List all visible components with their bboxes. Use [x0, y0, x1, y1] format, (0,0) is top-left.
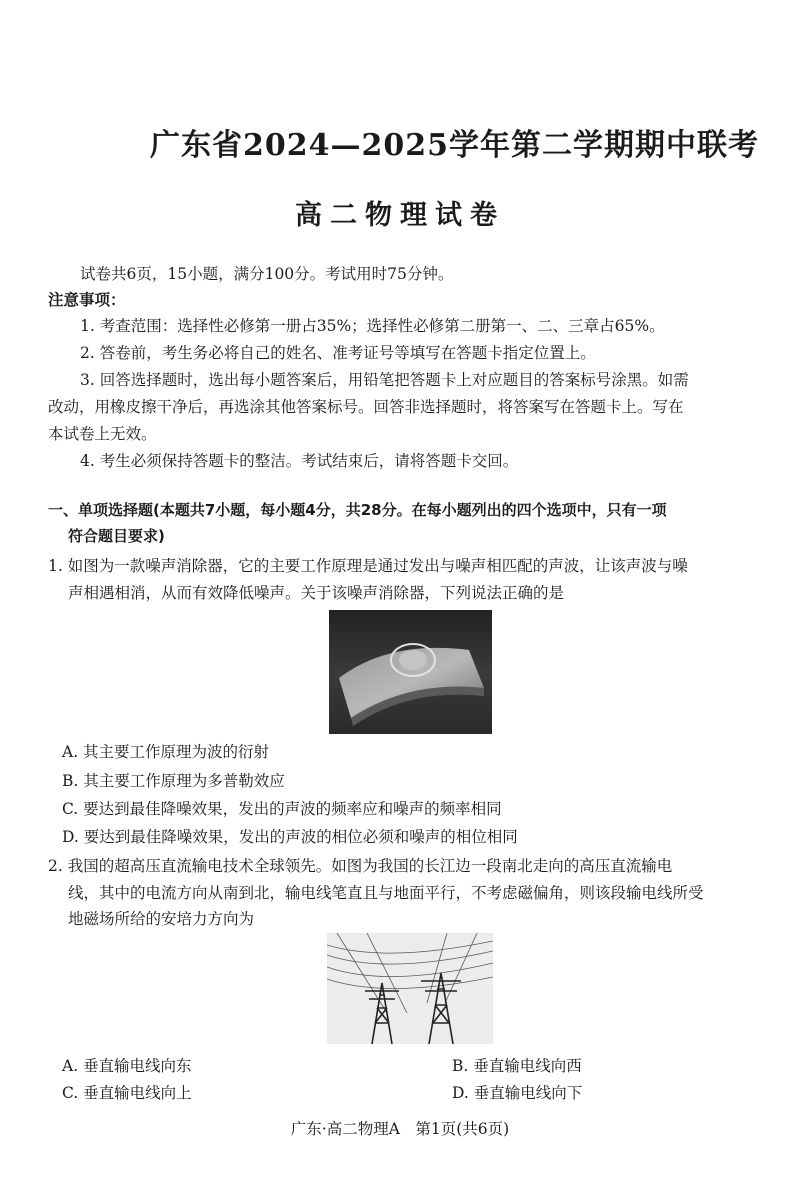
notice-line-1: 1. 考查范围：选择性必修第一册占35%；选择性必修第二册第一、二、三章占65%。: [80, 317, 665, 335]
q1-option-d: D. 要达到最佳降噪效果，发出的声波的相位必须和噪声的相位相同: [62, 828, 518, 846]
q1-stem-cont: 声相遇相消，从而有效降低噪声。关于该噪声消除器，下列说法正确的是: [68, 584, 565, 602]
power-line-image: [327, 933, 493, 1044]
q2-stem-cont: 线，其中的电流方向从南到北，输电线笔直且与地面平行，不考虑磁偏角，则该段输电线所受: [68, 884, 704, 902]
q2-option-c: C. 垂直输电线向上: [62, 1084, 192, 1102]
section1-heading: 一、单项选择题(本题共7小题，每小题4分，共28分。在每小题列出的四个选项中，只有一项: [48, 501, 667, 519]
exam-title: 广东省2024—2025学年第二学期期中联考: [150, 128, 759, 163]
q1-option-b: B. 其主要工作原理为多普勒效应: [62, 772, 285, 790]
notice-heading: 注意事项：: [48, 291, 126, 309]
exam-subtitle: 高二物理试卷: [295, 200, 505, 231]
exam-intro: 试卷共6页，15小题，满分100分。考试用时75分钟。: [80, 265, 454, 283]
notice-line-3-cont: 改动，用橡皮擦干净后，再选涂其他答案标号。回答非选择题时，将答案写在答题卡上。写在: [48, 398, 684, 416]
q2-option-d: D. 垂直输电线向下: [452, 1084, 583, 1102]
section1-heading-cont: 符合题目要求): [68, 527, 165, 545]
power-line-figure: [327, 933, 493, 1044]
notice-line-4: 4. 考生必须保持答题卡的整洁。考试结束后，请将答题卡交回。: [80, 452, 519, 470]
noise-canceller-image: [329, 610, 492, 734]
q1-option-c: C. 要达到最佳降噪效果，发出的声波的频率应和噪声的频率相同: [62, 800, 502, 818]
q2-option-a: A. 垂直输电线向东: [62, 1057, 192, 1075]
notice-line-3: 3. 回答选择题时，选出每小题答案后，用铅笔把答题卡上对应题目的答案标号涂黑。如需: [80, 371, 689, 389]
q1-option-a: A. 其主要工作原理为波的衍射: [62, 743, 270, 761]
page-footer: 广东·高二物理A 第1页(共6页): [290, 1120, 510, 1138]
notice-line-2: 2. 答卷前，考生务必将自己的姓名、准考证号等填写在答题卡指定位置上。: [80, 344, 596, 362]
q1-stem: 1. 如图为一款噪声消除器，它的主要工作原理是通过发出与噪声相匹配的声波，让该声波与噪: [48, 557, 688, 575]
q2-stem: 2. 我国的超高压直流输电技术全球领先。如图为我国的长江边一段南北走向的高压直流输电: [48, 857, 673, 875]
notice-line-3-end: 本试卷上无效。: [48, 425, 157, 443]
noise-canceller-figure: [329, 610, 492, 734]
q2-option-b: B. 垂直输电线向西: [452, 1057, 582, 1075]
q2-stem-end: 地磁场所给的安培力方向为: [68, 910, 255, 928]
